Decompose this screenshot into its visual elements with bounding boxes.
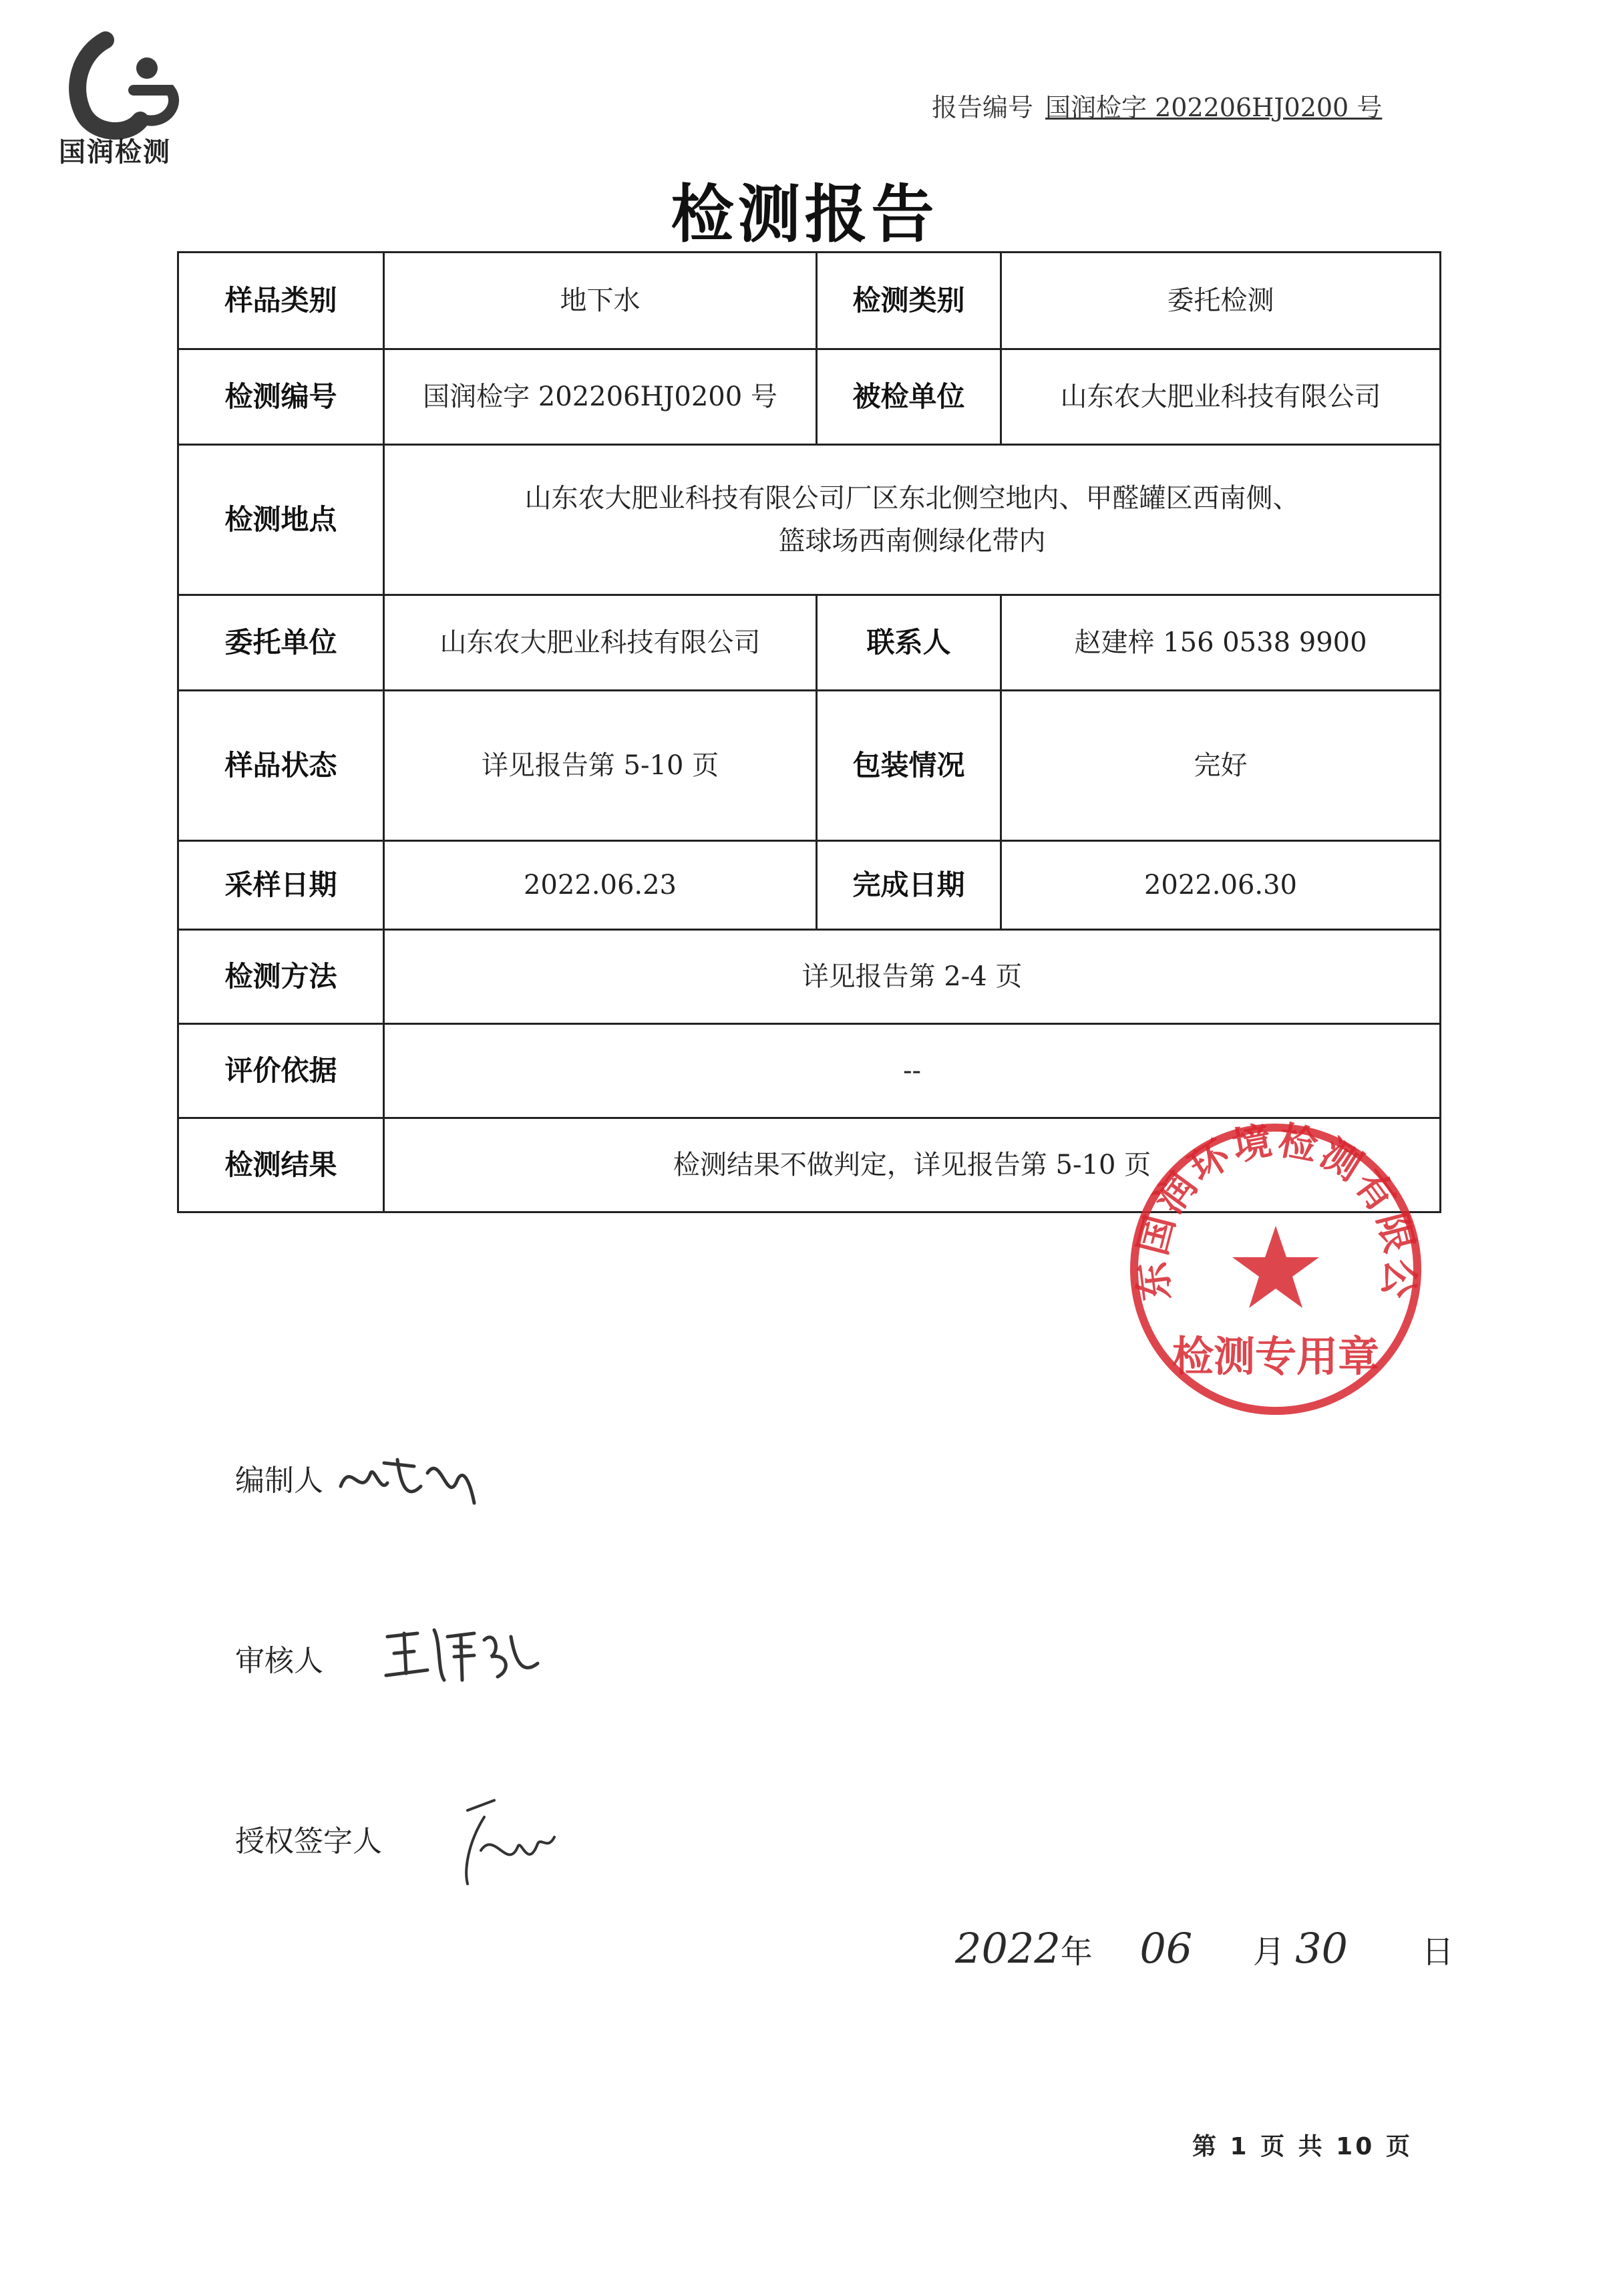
- table-row: [178, 445, 1441, 595]
- label-test-location: 检测地点: [178, 445, 384, 595]
- label-test-method: 检测方法: [178, 930, 384, 1024]
- official-seal: [1115, 1109, 1436, 1430]
- signer-label: 授权签字人: [235, 1824, 382, 1858]
- label-packaging: 包装情况: [817, 691, 1001, 841]
- label-contact: 联系人: [817, 595, 1001, 691]
- editor-label: 编制人: [235, 1464, 323, 1498]
- value-completion-date: 2022.06.30: [1001, 841, 1441, 930]
- value-test-method: 详见报告第 2-4 页: [384, 930, 1441, 1024]
- table-row: [178, 1024, 1441, 1118]
- label-test-number: 检测编号: [178, 349, 384, 445]
- value-sample-type: 地下水: [384, 253, 817, 349]
- value-contact: 赵建梓 156 0538 9900: [1001, 595, 1441, 691]
- label-client: 委托单位: [178, 595, 384, 691]
- report-date: [955, 1924, 1454, 1973]
- seal-outer-text: 东国润环境检测有限公: [1128, 1117, 1425, 1303]
- value-sampling-date: 2022.06.23: [384, 841, 817, 930]
- label-evaluation-basis: 评价依据: [178, 1024, 384, 1118]
- value-test-location: [384, 445, 1441, 595]
- label-test-result: 检测结果: [178, 1118, 384, 1212]
- value-test-number: 国润检字 202206HJ0200 号: [384, 349, 817, 445]
- value-test-result: 检测结果不做判定，详见报告第 5-10 页: [384, 1118, 1441, 1212]
- label-inspected-unit: 被检单位: [817, 349, 1001, 445]
- table-row: [178, 930, 1441, 1024]
- authorized-signature: [454, 1790, 561, 1891]
- date-year: 2022: [955, 1924, 1061, 1973]
- label-test-type: 检测类别: [817, 253, 1001, 349]
- report-info-table: [177, 251, 1441, 1213]
- report-number: [932, 87, 1382, 124]
- label-sample-status: 样品状态: [178, 691, 384, 841]
- logo-text: 国润检测: [59, 137, 171, 168]
- editor-signature: [334, 1446, 481, 1513]
- reviewer-signature: [381, 1617, 541, 1690]
- value-packaging: 完好: [1001, 691, 1441, 841]
- seal-inner-text: 检测专用章: [1172, 1332, 1380, 1381]
- value-client: 山东农大肥业科技有限公司: [384, 595, 817, 691]
- table-row: [178, 691, 1441, 841]
- table-row: [178, 253, 1441, 349]
- report-number-label: 报告编号: [932, 93, 1034, 122]
- table-row: [178, 595, 1441, 691]
- table-row: [178, 841, 1441, 930]
- report-number-value: 国润检字 202206HJ0200 号: [1045, 93, 1383, 122]
- location-line-2: 篮球场西南侧绿化带内: [778, 526, 1046, 556]
- label-sample-type: 样品类别: [178, 253, 384, 349]
- label-completion-date: 完成日期: [817, 841, 1001, 930]
- date-month: 06: [1139, 1924, 1193, 1973]
- value-test-type: 委托检测: [1001, 253, 1441, 349]
- date-month-unit: 月: [1252, 1933, 1285, 1971]
- date-day: 30: [1295, 1924, 1348, 1973]
- value-inspected-unit: 山东农大肥业科技有限公司: [1001, 349, 1441, 445]
- reviewer-label: 审核人: [235, 1644, 323, 1678]
- table-row: [178, 349, 1441, 445]
- page-title: 检测报告: [671, 178, 938, 251]
- location-line-1: 山东农大肥业科技有限公司厂区东北侧空地内、甲醛罐区西南侧、: [524, 483, 1300, 514]
- date-day-unit: 日: [1421, 1933, 1454, 1971]
- value-sample-status: 详见报告第 5-10 页: [384, 691, 817, 841]
- label-sampling-date: 采样日期: [178, 841, 384, 930]
- value-evaluation-basis: --: [384, 1024, 1441, 1118]
- page-number: 第 1 页 共 10 页: [1192, 2133, 1413, 2160]
- date-year-unit: 年: [1060, 1933, 1093, 1971]
